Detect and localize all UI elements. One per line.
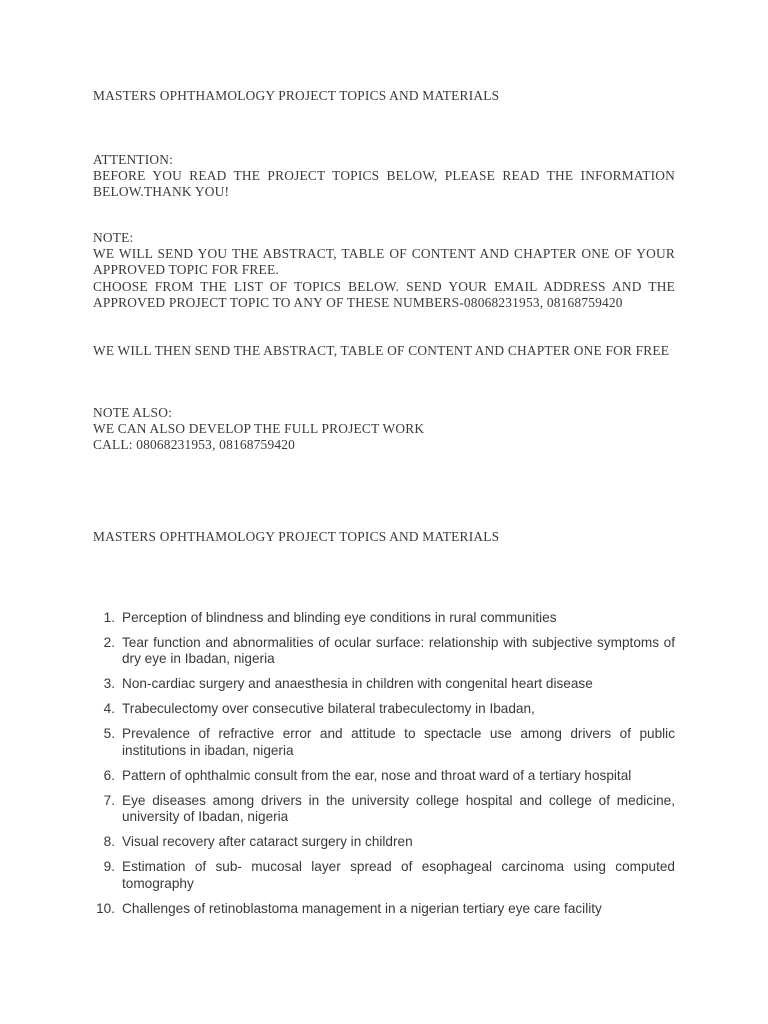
list-item [93, 901, 675, 917]
list-item-number: 7. [103, 792, 115, 808]
list-item [93, 834, 675, 850]
attention-section [93, 152, 675, 201]
note-also-line-1: WE CAN ALSO DEVELOP THE FULL PROJECT WORK [93, 421, 425, 437]
note-also-section [93, 405, 675, 454]
list-item-number: 1. [103, 610, 115, 625]
list-item-number: 10. [96, 900, 115, 916]
list-item [93, 768, 675, 784]
attention-heading: ATTENTION: [93, 152, 174, 167]
list-item-text: Eye diseases among drivers in the university college hospital and college of medicine, university of Ibadan, nigeria [122, 792, 675, 825]
topic-list [93, 610, 675, 926]
list-item [93, 610, 675, 626]
list-item [93, 726, 675, 759]
list-item-number: 8. [103, 834, 115, 850]
attention-text: BEFORE YOU READ THE PROJECT TOPICS BELOW, PLEASE READ THE INFORMATION BELOW.THANK YOU! [93, 168, 675, 200]
list-item-text: Non-cardiac surgery and anaesthesia in children with congenital heart disease [122, 676, 593, 692]
topics-title: MASTERS OPHTHAMOLOGY PROJECT TOPICS AND MATERIALS [93, 529, 500, 544]
list-item-text: Visual recovery after cataract surgery in children [122, 834, 413, 850]
list-item-number: 3. [103, 676, 115, 692]
list-item [93, 793, 675, 826]
list-item-number: 9. [103, 859, 115, 875]
note-heading: NOTE: [93, 230, 134, 245]
list-item [93, 859, 675, 892]
note-paragraph-2: CHOOSE FROM THE LIST OF TOPICS BELOW. SEND YOUR EMAIL ADDRESS AND THE APPROVED PROJECT TOPIC TO ANY OF THESE NUMBERS-08068231953, 08168759420 [93, 278, 675, 310]
list-item-number: 2. [103, 635, 115, 650]
note-paragraph-1: WE WILL SEND YOU THE ABSTRACT, TABLE OF CONTENT AND CHAPTER ONE OF YOUR APPROVED TOPIC FOR FREE. [93, 246, 675, 278]
list-item-text: Tear function and abnormalities of ocular surface: relationship with subjective symptoms of dry eye in Ibadan, nigeria [122, 635, 675, 667]
list-item-text: Pattern of ophthalmic consult from the ear, nose and throat ward of a tertiary hospital [122, 767, 632, 783]
list-item-number: 5. [103, 726, 115, 742]
list-item-text: Trabeculectomy over consecutive bilateral trabeculectomy in Ibadan, [122, 701, 535, 717]
list-item [93, 701, 675, 717]
note-also-heading: NOTE ALSO: [93, 405, 172, 420]
list-item [93, 676, 675, 692]
list-item-text: Perception of blindness and blinding eye conditions in rural communities [122, 610, 557, 625]
note-paragraph-3: WE WILL THEN SEND THE ABSTRACT, TABLE OF CONTENT AND CHAPTER ONE FOR FREE [93, 343, 670, 358]
note-section [93, 230, 675, 311]
list-item-number: 4. [103, 701, 115, 717]
list-item-number: 6. [103, 767, 115, 783]
list-item [93, 635, 675, 668]
page-title: MASTERS OPHTHAMOLOGY PROJECT TOPICS AND MATERIALS [93, 88, 500, 103]
list-item-text: Estimation of sub- mucosal layer spread of esophageal carcinoma using computed tomography [122, 859, 675, 891]
note-also-call: CALL: 08068231953, 08168759420 [93, 437, 296, 453]
list-item-text: Challenges of retinoblastoma management in a nigerian tertiary eye care facility [122, 900, 602, 916]
list-item-text: Prevalence of refractive error and attitude to spectacle use among drivers of public institutions in ibadan, nigeria [122, 726, 675, 758]
